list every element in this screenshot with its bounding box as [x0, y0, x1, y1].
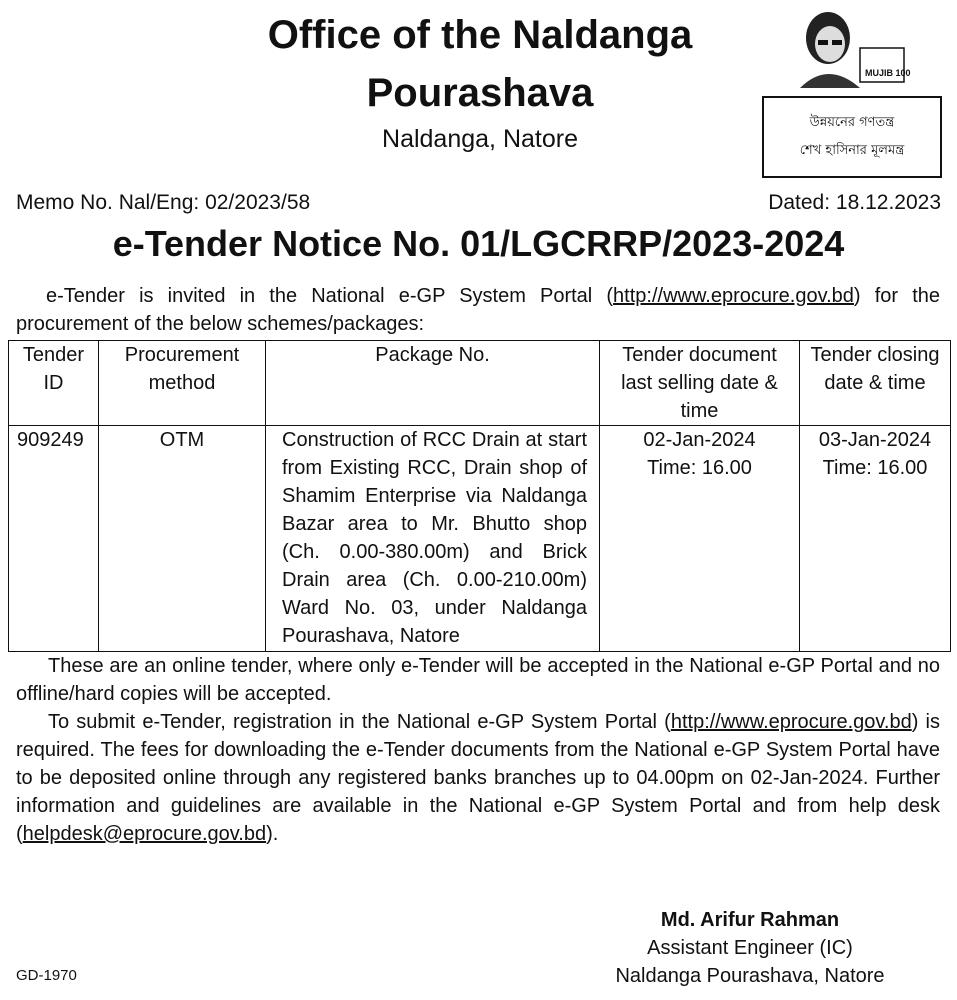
memo-number: Memo No. Nal/Eng: 02/2023/58	[16, 191, 311, 214]
cell-method: OTM	[99, 426, 266, 652]
table-header-row	[9, 341, 951, 426]
online-tender-paragraph: These are an online tender, where only e-Tender will be accepted in the National e-GP Portal and no offline/hard copies will be accepted.	[16, 655, 940, 705]
cell-package: Construction of RCC Drain at start from Existing RCC, Drain shop of Shamim Enterprise via Naldanga Bazar area to Mr. Bhutto shop (Ch. 0.00-380.00m) and Brick Drain area (Ch. 0.00-210.00m) Ward No. 03, under Naldanga Pourashava, Natore	[266, 426, 600, 652]
selling-date: 02-Jan-2024	[643, 429, 756, 451]
p2-text-after: ).	[266, 823, 279, 845]
cell-selling	[600, 426, 800, 652]
office-location: Naldanga, Natore	[382, 125, 578, 153]
p2-text-middle: ) is required. The fees for downloading the e-Tender documents from the National e-GP System Portal have to be deposited online through any registered banks branches up to 04.00pm on 02-Jan-2024. Further information and guidelines are available in the National e-GP System Portal and from help desk (	[16, 711, 940, 845]
tender-table	[8, 340, 951, 652]
eprocure-link[interactable]: http://www.eprocure.gov.bd	[613, 285, 854, 307]
office-title-line2: Pourashava	[366, 71, 594, 115]
motto-box	[762, 96, 942, 178]
intro-text-after: ) for the procurement of the below schemes/packages:	[16, 285, 940, 335]
signatory-office: Naldanga Pourashava, Natore	[615, 965, 885, 987]
registration-paragraph	[16, 708, 940, 848]
eprocure-link-2[interactable]: http://www.eprocure.gov.bd	[670, 711, 912, 733]
memo-date: Dated: 18.12.2023	[768, 191, 941, 214]
closing-date: 03-Jan-2024	[818, 429, 932, 451]
cell-closing	[800, 426, 951, 652]
p2-text-before: To submit e-Tender, registration in the National e-GP System Portal (	[48, 711, 671, 733]
intro-paragraph	[16, 282, 940, 338]
motto-line1: উন্নয়নের গণতন্ত্র	[809, 115, 895, 130]
header-selling-date: Tender document last selling date & time	[600, 341, 800, 426]
motto-line2: শেখ হাসিনার মূলমন্ত্র	[799, 143, 905, 158]
header-closing-date: Tender closing date & time	[800, 341, 951, 426]
gd-code: GD-1970	[16, 967, 77, 984]
selling-time: Time: 16.00	[647, 457, 752, 479]
signatory-title: Assistant Engineer (IC)	[647, 937, 853, 959]
header-procurement-method: Procurement method	[99, 341, 266, 426]
emblem-label: MUJIB 100	[865, 68, 911, 78]
memo-line	[16, 190, 941, 216]
table-row	[9, 426, 951, 652]
closing-time: Time: 16.00	[822, 457, 928, 479]
office-title-line1: Office of the Naldanga	[267, 13, 693, 57]
intro-text-before: e-Tender is invited in the National e-GP System Portal (	[46, 285, 614, 307]
header-package-no: Package No.	[266, 341, 600, 426]
cell-tender-id: 909249	[9, 426, 99, 652]
helpdesk-email-link[interactable]: helpdesk@eprocure.gov.bd	[22, 823, 267, 845]
header-tender-id: Tender ID	[9, 341, 99, 426]
signatory-name: Md. Arifur Rahman	[660, 909, 840, 931]
notice-title: e-Tender Notice No. 01/LGCRRP/2023-2024	[112, 223, 845, 264]
